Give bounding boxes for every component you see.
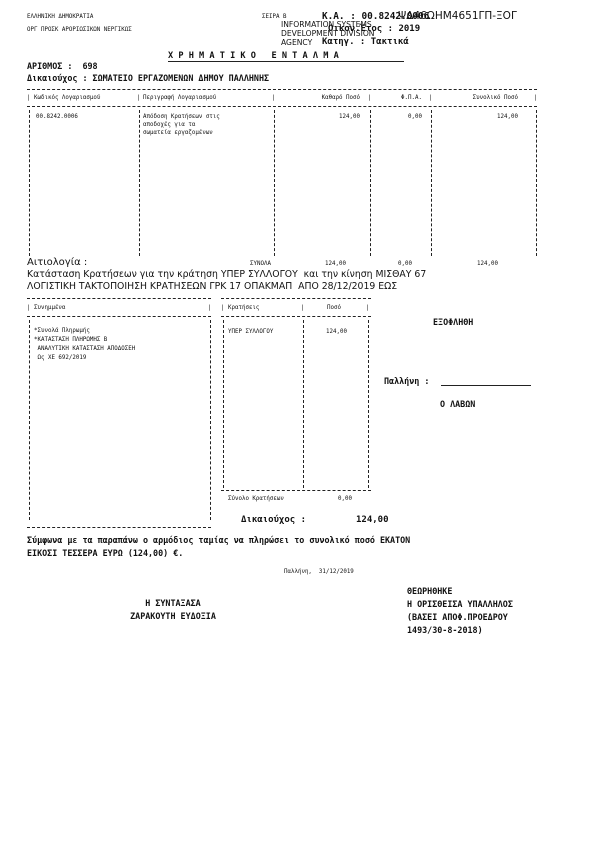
sum-total: 124,00 [477, 261, 498, 267]
series-label: ΣΕΙΡΑ Β [262, 14, 287, 20]
beneficiary-amount-value: 124,00 [356, 515, 389, 525]
stamp-line-1: INFORMATION SYSTEMS [281, 20, 372, 29]
col-header-code: Κωδικός Λογαριασμού [34, 95, 101, 101]
deductions-total-label: Σύνολο Κρατήσεων [228, 496, 284, 502]
receiver-label: Ο ΛΑΒΩΝ [440, 399, 476, 409]
page-title: Χ Ρ Η Μ Α Τ Ι Κ Ο Ε Ν Τ Α Λ Μ Α [168, 51, 339, 61]
deduction-amount: 124,00 [326, 329, 347, 335]
approver-line-3: (ΒΑΣΕΙ ΑΠΟΦ.ΠΡΟΕΔΡΟΥ [407, 612, 508, 622]
row-desc-line-1: Απόδοση Κρατήσεων στις [143, 114, 220, 120]
signature-line [441, 385, 531, 386]
deductions-total-value: 0,00 [338, 496, 352, 502]
attachment-3: ΑΝΑΛΥΤΙΚΗ ΚΑΤΑΣΤΑΣΗ ΑΠΟΔΟΣΕΗ [34, 346, 136, 352]
col-header-total: Συνολικό Ποσό [472, 95, 518, 101]
justification-label: Αιτιολογία : [27, 257, 88, 268]
attachment-1: *Συνολά Πληρωμής [34, 328, 90, 334]
org-line-1: ΕΛΛΗΝΙΚΗ ΔΗΜΟΚΡΑΤΙΑ [27, 14, 94, 20]
deductions-header-amount: Ποσό [327, 305, 341, 311]
org-line-2: ΟΡΓ ΠΡΟΣΚ ΑΡΟΡΙΩΣΙΚΩΝ ΝΕΡΓΙΚΩΣ [27, 27, 132, 33]
table-top-rule [27, 89, 537, 90]
attachment-2: *ΚΑΤΑΣΤΑΣΗ ΠΛΗΡΩΜΗΣ Β [34, 337, 108, 343]
deduction-name: ΥΠΕΡ ΣΥΛΛΟΓΟΥ [228, 329, 274, 335]
paid-stamp: ΕΞΟΦΛΗΘΗ [433, 317, 474, 327]
title-underline [168, 61, 404, 62]
col-header-vat: Φ.Π.Α. [401, 95, 422, 101]
beneficiary-line: Δικαιούχος : ΣΩΜΑΤΕΙΟ ΕΡΓΑΖΟΜΕΝΩΝ ΔΗΜΟΥ ΠΑΛΛΗΝΗΣ [27, 73, 270, 83]
attachments-header: Συνημμένα [34, 305, 66, 311]
attachment-4: Ως ΧΕ 692/2019 [34, 355, 87, 361]
row-vat-amount: 0,00 [408, 114, 422, 120]
category: Κατηγ. : Τακτικά [322, 37, 409, 47]
instruction-line-2: ΕΙΚΟΣΙ ΤΕΣΣΕΡΑ ΕΥΡΩ (124,00) €. [27, 548, 184, 558]
ada-code: ΨΔ46ΩΗΜ4651ΓΠ-ΞΟΓ [398, 10, 517, 22]
instruction-line-1: Σύμφωνα με τα παραπάνω ο αρμόδιος ταμίας να πληρώσει το συνολικό ποσό ΕΚΑΤΟΝ [27, 535, 411, 545]
sum-label: ΣΥΝΟΛΑ [250, 261, 271, 267]
table-header-rule [27, 106, 537, 107]
justification-line-1: Κατάσταση Κρατήσεων για την κράτηση ΥΠΕΡ ΣΥΛΛΟΓΟΥ και την κίνηση ΜΙΣΘΑΥ 67 [27, 269, 427, 280]
col-header-description: Περιγραφή Λογαριασμού [143, 95, 217, 101]
justification-line-2: ΛΟΓΙΣΤΙΚΗ ΤΑΚΤΟΠΟΙΗΣΗ ΚΡΑΤΗΣΕΩΝ ΓΡΚ 17 ΟΠΑΚΜΑΠ ΑΠΟ 28/12/2019 ΕΩΣ [27, 281, 398, 292]
row-account-code: 00.8242.0006 [36, 114, 78, 120]
row-desc-line-2: αποδοχές για τα [143, 122, 196, 128]
stamp-line-2: DEVELOPMENT DIVISION [281, 29, 375, 38]
row-total-amount: 124,00 [497, 114, 518, 120]
mandate-number: ΑΡΙΘΜΟΣ : 698 [27, 61, 98, 71]
approver-line-2: Η ΟΡΙΣΘΕΙΣΑ ΥΠΑΛΛΗΛΟΣ [407, 599, 513, 609]
sum-net: 124,00 [325, 261, 346, 267]
account-code: Κ.Α. : 00.8242.0006 [322, 11, 430, 22]
beneficiary-amount-label: Δικαιούχος : [241, 515, 307, 525]
composer-title: Η ΣΥΝΤΑΞΑΣΑ [145, 598, 201, 608]
pallini-label: Παλλήνη : [384, 376, 430, 386]
approver-line-4: 1493/30-8-2018) [407, 625, 483, 635]
composer-name: ΖΑΡΑΚΟΥΤΗ ΕΥΔΟΞΙΑ [130, 611, 216, 621]
fiscal-year: Οικον.Έτος : 2019 [328, 24, 421, 34]
col-header-net: Καθαρό Ποσό [321, 95, 360, 101]
deductions-header-name: Κρατήσεις [228, 305, 260, 311]
approver-line-1: ΘΕΩΡΗΘΗΚΕ [407, 586, 453, 596]
stamp-line-3: AGENCY [281, 38, 313, 47]
sum-vat: 0,00 [398, 261, 412, 267]
date-line: Παλλήνη, 31/12/2019 [284, 569, 354, 575]
row-net-amount: 124,00 [339, 114, 360, 120]
row-desc-line-3: σωματεία εργαζομένων [143, 130, 213, 136]
